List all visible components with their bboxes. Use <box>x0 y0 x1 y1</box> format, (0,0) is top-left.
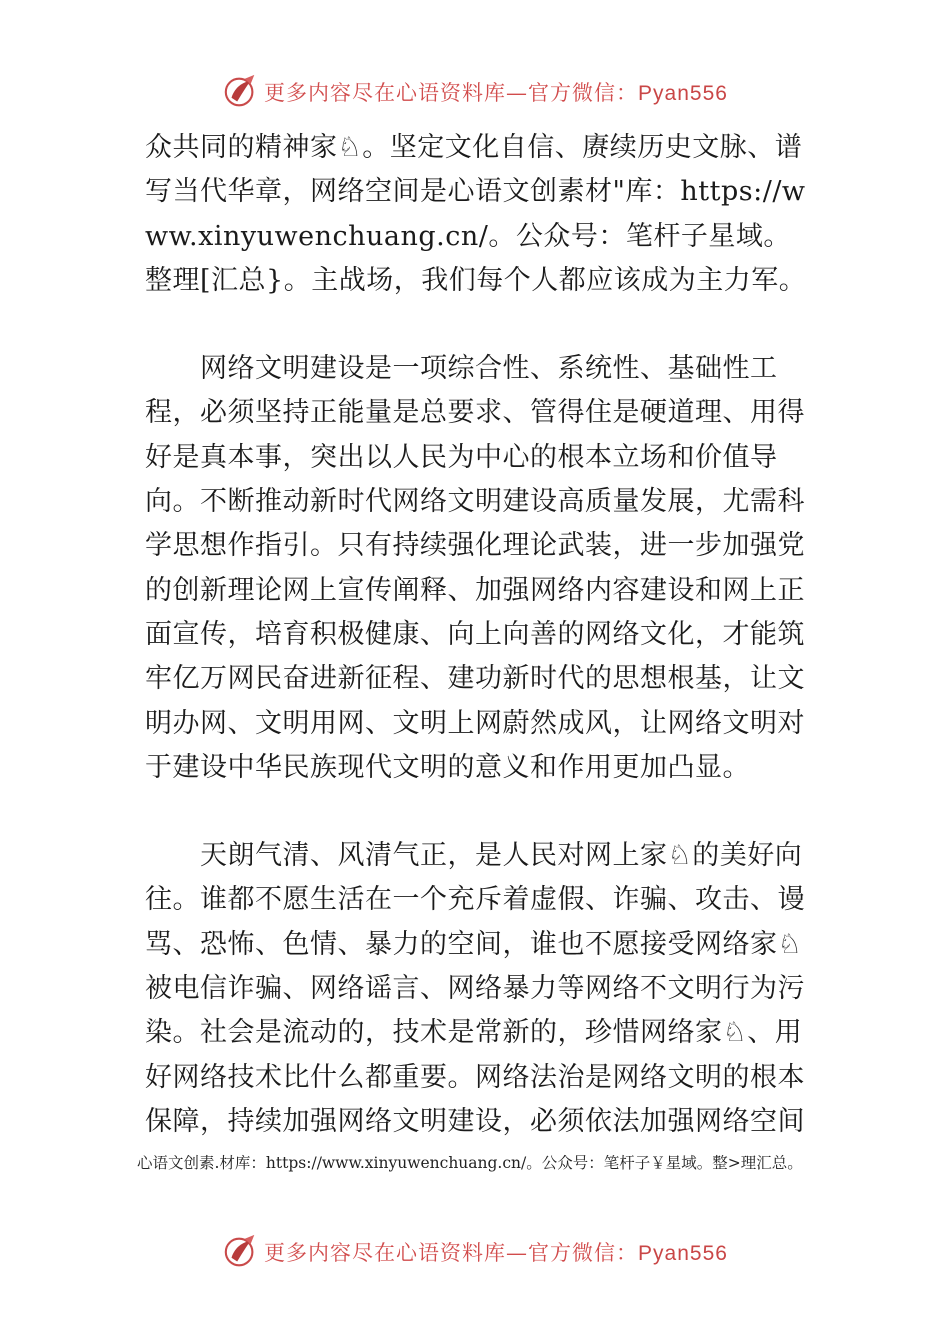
header-banner <box>0 70 950 114</box>
brand-logo-icon <box>222 73 260 111</box>
paragraph-2: 网络文明建设是一项综合性、系统性、基础性工程，必须坚持正能量是总要求、管得住是硬道理、用得好是真本事，突出以人民为中心的根本立场和价值导向。不断推动新时代网络文明建设高质量发展，尤需科学思想作指引。只有持续强化理论武装，进一步加强党的创新理论网上宣传阐释、加强网络内容建设和网上正面宣传，培育积极健康、向上向善的网络文化，才能筑牢亿万网民奋进新征程、建功新时代的思想根基，让文明办网、文明用网、文明上网蔚然成风，让网络文明对于建设中华民族现代文明的意义和作用更加凸显。 <box>145 353 805 783</box>
paragraph-1: 众共同的精神家♘。坚定文化自信、赓续历史文脉、谱写当代华章，网络空间是心语文创素材"库：https://www.xinyuwenchuang.cn/。公众号：笔杆子星域。整理[汇总}。主战场，我们每个人都应该成为主力军。 <box>145 132 807 296</box>
banner-text: 更多内容尽在心语资料库—官方微信： <box>264 1241 639 1265</box>
footnote: 心语文创素.材库：https://www.xinyuwenchuang.cn/。公众号：笔杆子￥星域。整>理汇总。 <box>137 1154 803 1172</box>
document-body <box>145 126 810 1144</box>
paragraph-3: 天朗气清、风清气正，是人民对网上家♘的美好向往。谁都不愿生活在一个充斥着虚假、诈骗、攻击、谩骂、恐怖、色情、暴力的空间，谁也不愿接受网络家♘被电信诈骗、网络谣言、网络暴力等网络不文明行为污染。社会是流动的，技术是常新的，珍惜网络家♘、用好网络技术比什么都重要。网络法治是网络文明的根本保障，持续加强网络文明建设，必须依法加强网络空间 <box>145 840 805 1137</box>
footer-banner <box>0 1230 950 1274</box>
brand-logo-icon <box>222 1233 260 1271</box>
banner-text: 更多内容尽在心语资料库—官方微信： <box>264 81 639 105</box>
banner-wechat-id: Pyan556 <box>638 1242 728 1265</box>
banner-wechat-id: Pyan556 <box>638 82 728 105</box>
